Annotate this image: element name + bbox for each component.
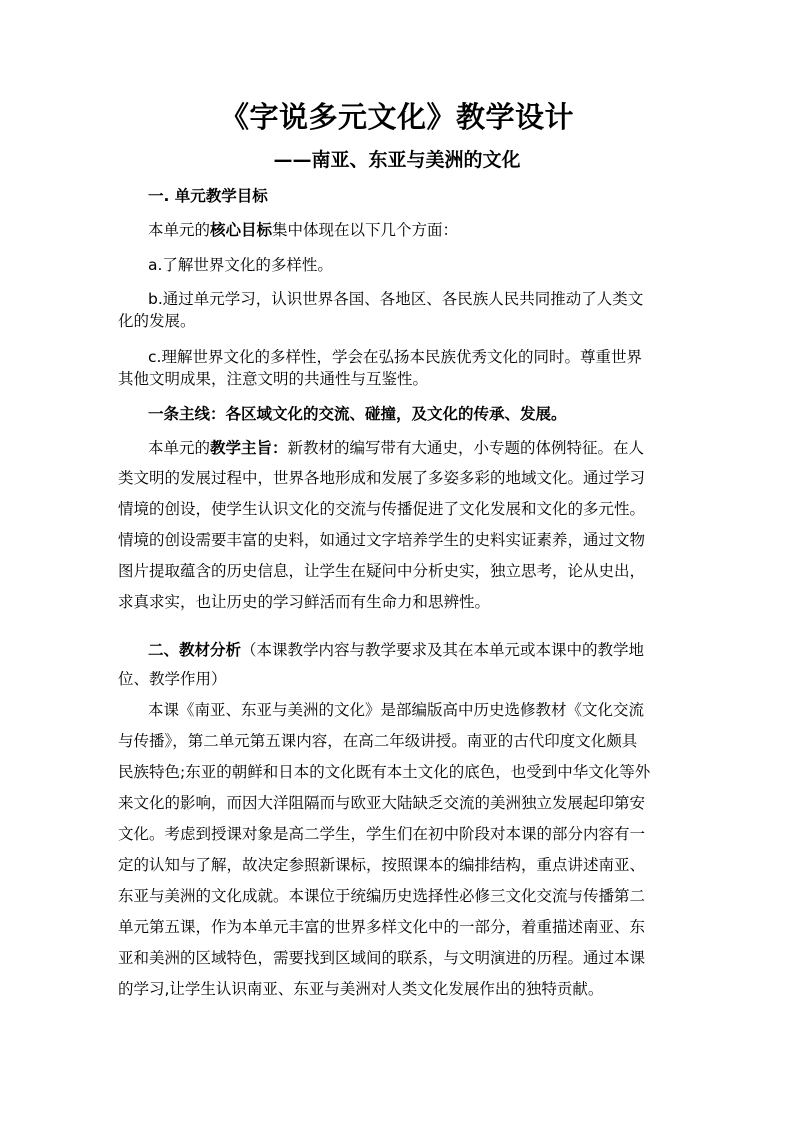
main-line: 一条主线：各区域文化的交流、碰撞，及文化的传承、发展。 — [148, 405, 567, 423]
document-title: 《字说多元文化》教学设计 — [219, 100, 574, 134]
goal-b-line1: b.通过单元学习，认识世界各国、各地区、各民族人民共同推动了人类文 — [148, 290, 644, 308]
analysis-line5: 文化。考虑到授课对象是高二学生，学生们在初中阶段对本课的部分内容有一 — [118, 825, 646, 843]
intro-keyword: 核心目标 — [210, 221, 273, 239]
document-subtitle: ——南亚、东亚与美洲的文化 — [273, 149, 521, 171]
analysis-line1: 本课《南亚、东亚与美洲的文化》是部编版高中历史选修教材《文化交流 — [148, 701, 645, 719]
analysis-line9: 亚和美洲的区域特色，需要找到区域间的联系，与文明演进的历程。通过本课 — [118, 949, 646, 967]
analysis-line6: 定的认知与了解，故决定参照新课标，按照课本的编排结构，重点讲述南亚、 — [118, 856, 646, 874]
section2-heading — [148, 638, 718, 662]
analysis-line10: 的学习,让学生认识南亚、东亚与美洲对人类文化发展作出的独特贡献。 — [118, 980, 604, 998]
theme-line6: 求真求实，也让历史的学习鲜活而有生命力和思辨性。 — [118, 593, 491, 611]
section1-intro — [148, 218, 718, 242]
section2-heading-rest: （本课教学内容与教学要求及其在本单元或本课中的教学地 — [241, 641, 645, 659]
theme-keyword: 教学主旨： — [210, 439, 288, 457]
theme-line1 — [148, 436, 718, 460]
analysis-line2: 与传播》，第二单元第五课内容，在高二年级讲授。南亚的古代印度文化颇具 — [118, 732, 638, 750]
analysis-line7: 东亚与美洲的文化成就。本课位于统编历史选择性必修三文化交流与传播第二 — [118, 887, 646, 905]
goal-a: a.了解世界文化的多样性。 — [148, 256, 333, 274]
section2-heading-line2: 位、教学作用） — [118, 670, 227, 688]
theme-line4: 情境的创设需要丰富的史料，如通过文字培养学生的史料实证素养，通过文物 — [118, 531, 646, 549]
intro-text-before: 本单元的 — [148, 221, 211, 239]
section2-heading-bold: 二、教材分析 — [148, 641, 242, 659]
section1-heading: 一. 单元教学目标 — [148, 187, 268, 205]
theme-prefix: 本单元的 — [148, 439, 211, 457]
analysis-line3: 民族特色;东亚的朝鲜和日本的文化既有本土文化的底色，也受到中华文化等外 — [118, 763, 651, 781]
theme-line3: 情境的创设，使学生认识文化的交流与传播促进了文化发展和文化的多元性。 — [118, 500, 646, 518]
goal-c-line1: c.理解世界文化的多样性，学会在弘扬本民族优秀文化的同时。尊重世界 — [148, 348, 642, 366]
goal-b-line2: 化的发展。 — [118, 312, 196, 330]
intro-text-after: 集中体现在以下几个方面： — [272, 221, 459, 239]
theme-line1-rest: 新教材的编写带有大通史，小专题的体例特征。在人 — [287, 439, 645, 457]
analysis-line8: 单元第五课，作为本单元丰富的世界多样文化中的一部分，着重描述南亚、东 — [118, 918, 646, 936]
goal-c-line2: 其他文明成果，注意文明的共通性与互鉴性。 — [118, 370, 429, 388]
theme-line2: 类文明的发展过程中，世界各地形成和发展了多姿多彩的地域文化。通过学习 — [118, 469, 646, 487]
analysis-line4: 来文化的影响，而因大洋阻隔而与欧亚大陆缺乏交流的美洲独立发展起印第安 — [118, 794, 646, 812]
theme-line5: 图片提取蕴含的历史信息，让学生在疑问中分析史实，独立思考，论从史出， — [118, 562, 646, 580]
